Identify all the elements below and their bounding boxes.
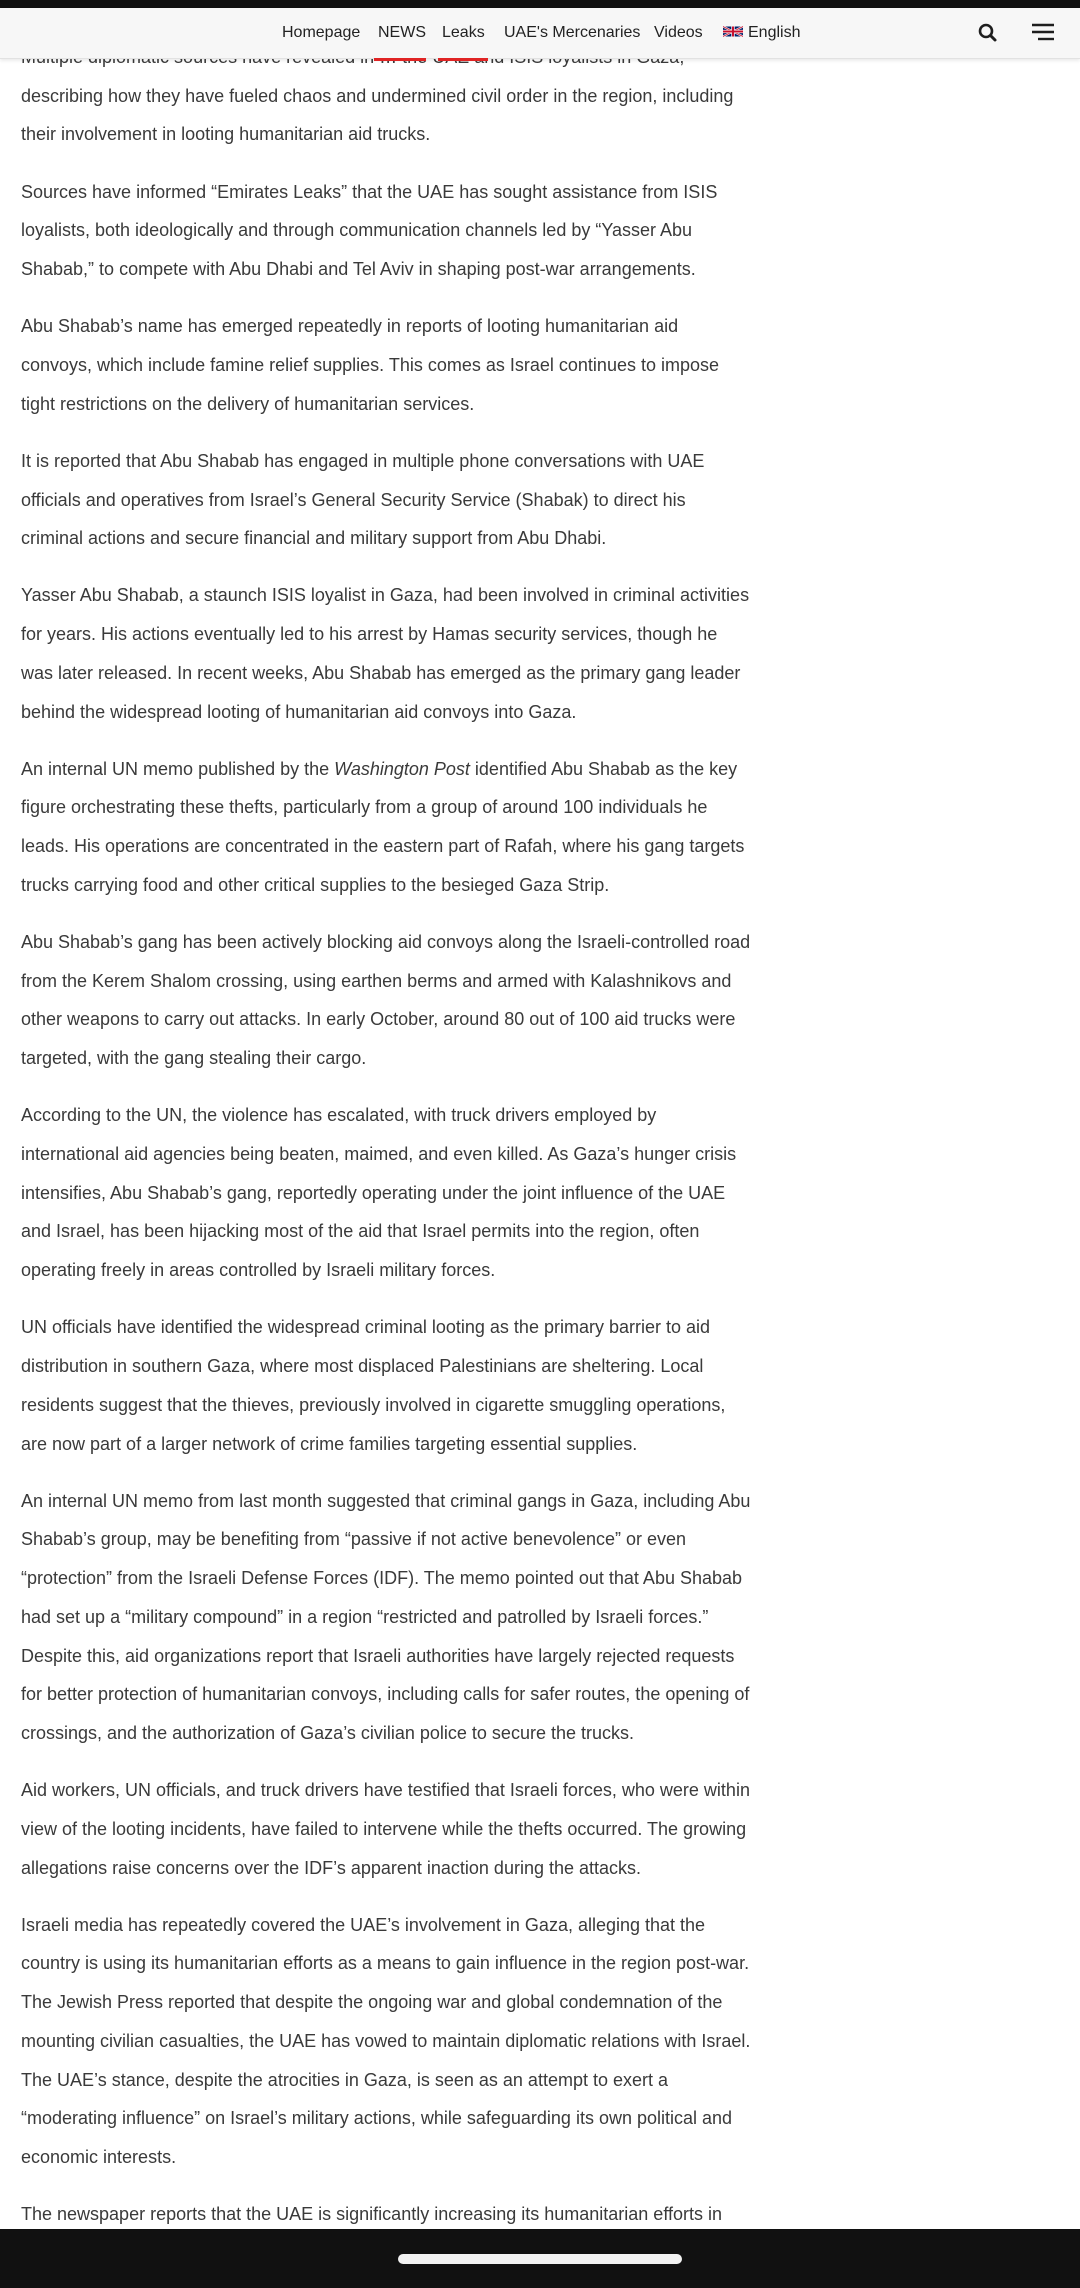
- nav-item-homepage[interactable]: Homepage: [282, 24, 361, 41]
- uk-flag-icon: [723, 25, 743, 38]
- hamburger-menu-icon[interactable]: [1030, 20, 1056, 46]
- article-paragraph: Israeli media has repeatedly covered the UAE’s involvement in Gaza, alleging that the country is using its humanitarian efforts as a means to gain influence in the region post-war. The Jewish Press reported that despite the ongoing war and global condemnation of the mounting civilian casualties, the UAE has vowed to maintain diplomatic relations with Israel. The UAE’s stance, despite the atrocities in Gaza, is seen as an attempt to exert a “moderating influence” on Israel’s military actions, while safeguarding its own political and economic interests.: [21, 1914, 751, 2167]
- nav-menu: [0, 8, 1080, 58]
- nav-item-news[interactable]: NEWS: [378, 24, 426, 41]
- nav-item-language[interactable]: [723, 8, 800, 58]
- home-indicator[interactable]: [398, 2254, 682, 2264]
- article-paragraph: According to the UN, the violence has escalated, with truck drivers employed by international aid agencies being beaten, maimed, and even killed. As Gaza’s hunger crisis intensifies, Abu Shabab’s gang, reportedly operating under the joint influence of the UAE and Israel, has been hijacking most of the aid that Israel permits into the region, often operating freely in areas controlled by Israeli military forces.: [21, 1105, 737, 1281]
- article-paragraph: Sources have informed “Emirates Leaks” that the UAE has sought assistance from ISIS loyalists, both ideologically and through communication channels led by “Yasser Abu Shabab,” to compete with Abu Dhabi and Tel Aviv in shaping post-war arrangements.: [21, 181, 718, 280]
- article-paragraph: describing how they have fueled chaos and undermined civil order in the region, including their involvement in looting humanitarian aid trucks.: [21, 85, 734, 145]
- article-paragraph: Yasser Abu Shabab, a staunch ISIS loyalist in Gaza, had been involved in criminal activities for years. His actions eventually led to his arrest by Hamas security services, though he was later released. In recent weeks, Abu Shabab has emerged as the primary gang leader behind the widespread looting of humanitarian aid convoys into Gaza.: [21, 585, 750, 722]
- article-paragraph: It is reported that Abu Shabab has engaged in multiple phone conversations with UAE officials and operatives from Israel’s General Security Service (Shabak) to direct his criminal actions and secure financial and military support from Abu Dhabi.: [21, 450, 705, 549]
- article-paragraph: Aid workers, UN officials, and truck drivers have testified that Israeli forces, who were within view of the looting incidents, have failed to intervene while the thefts occurred. The growing allegations raise concerns over the IDF’s apparent inaction during the attacks.: [21, 1780, 750, 1878]
- article-paragraph: An internal UN memo from last month suggested that criminal gangs in Gaza, including Abu Shabab’s group, may be benefiting from “passive if not active benevolence” or even “protection” from the Israeli Defense Forces (IDF). The memo pointed out that Abu Shabab had set up a “military compound” in a region “restricted and patrolled by Israeli forces.” Despite this, aid organizations report that Israeli authorities have largely rejected requests for better protection of humanitarian convoys, including calls for safer routes, the opening of crossings, and the authorization of Gaza’s civilian police to secure the trucks.: [21, 1490, 751, 1743]
- nav-active-underline: [374, 58, 426, 61]
- paragraph-text: identified Abu Shabab as the key figure orchestrating these thefts, particularly from a group of around 100 individuals he leads. His operations are concentrated in the eastern part of Rafah, where his gang targets trucks carrying food and other critical supplies to the besieged Gaza Strip.: [21, 758, 745, 895]
- nav-item-uae-mercenaries[interactable]: UAE's Mercenaries: [504, 24, 641, 41]
- publication-name: Washington Post: [334, 758, 470, 779]
- article-paragraph: Abu Shabab’s gang has been actively blocking aid convoys along the Israeli-controlled road from the Kerem Shalom crossing, using earthen berms and armed with Kalashnikovs and other weapons to carry out attacks. In early October, around 80 out of 100 aid trucks were targeted, with the gang stealing their cargo.: [21, 932, 751, 1069]
- paragraph-text: An internal UN memo published by the: [21, 758, 335, 779]
- top-status-strip: [0, 0, 1080, 8]
- language-label: English: [748, 24, 801, 41]
- nav-hover-underline: [438, 58, 488, 61]
- article-paragraph: Abu Shabab’s name has emerged repeatedly in reports of looting humanitarian aid convoys, which include famine relief supplies. This comes as Israel continues to impose tight restrictions on the delivery of humanitarian services.: [21, 316, 720, 414]
- article-paragraph: UN officials have identified the widespread criminal looting as the primary barrier to aid distribution in southern Gaza, where most displaced Palestinians are sheltering. Local residents suggest that the thieves, previously involved in cigarette smuggling operations, are now part of a larger network of crime families targeting essential supplies.: [21, 1317, 726, 1454]
- article-paragraph: The newspaper reports that the UAE is significantly increasing its humanitarian efforts in: [21, 2204, 723, 2225]
- system-navigation-bar: [0, 2229, 1080, 2288]
- nav-item-leaks[interactable]: Leaks: [442, 24, 485, 41]
- search-icon[interactable]: [975, 20, 1001, 46]
- article-body: [21, 38, 751, 2252]
- article-paragraph: [21, 750, 751, 905]
- nav-item-videos[interactable]: Videos: [654, 24, 703, 41]
- top-navigation-bar: [0, 8, 1080, 59]
